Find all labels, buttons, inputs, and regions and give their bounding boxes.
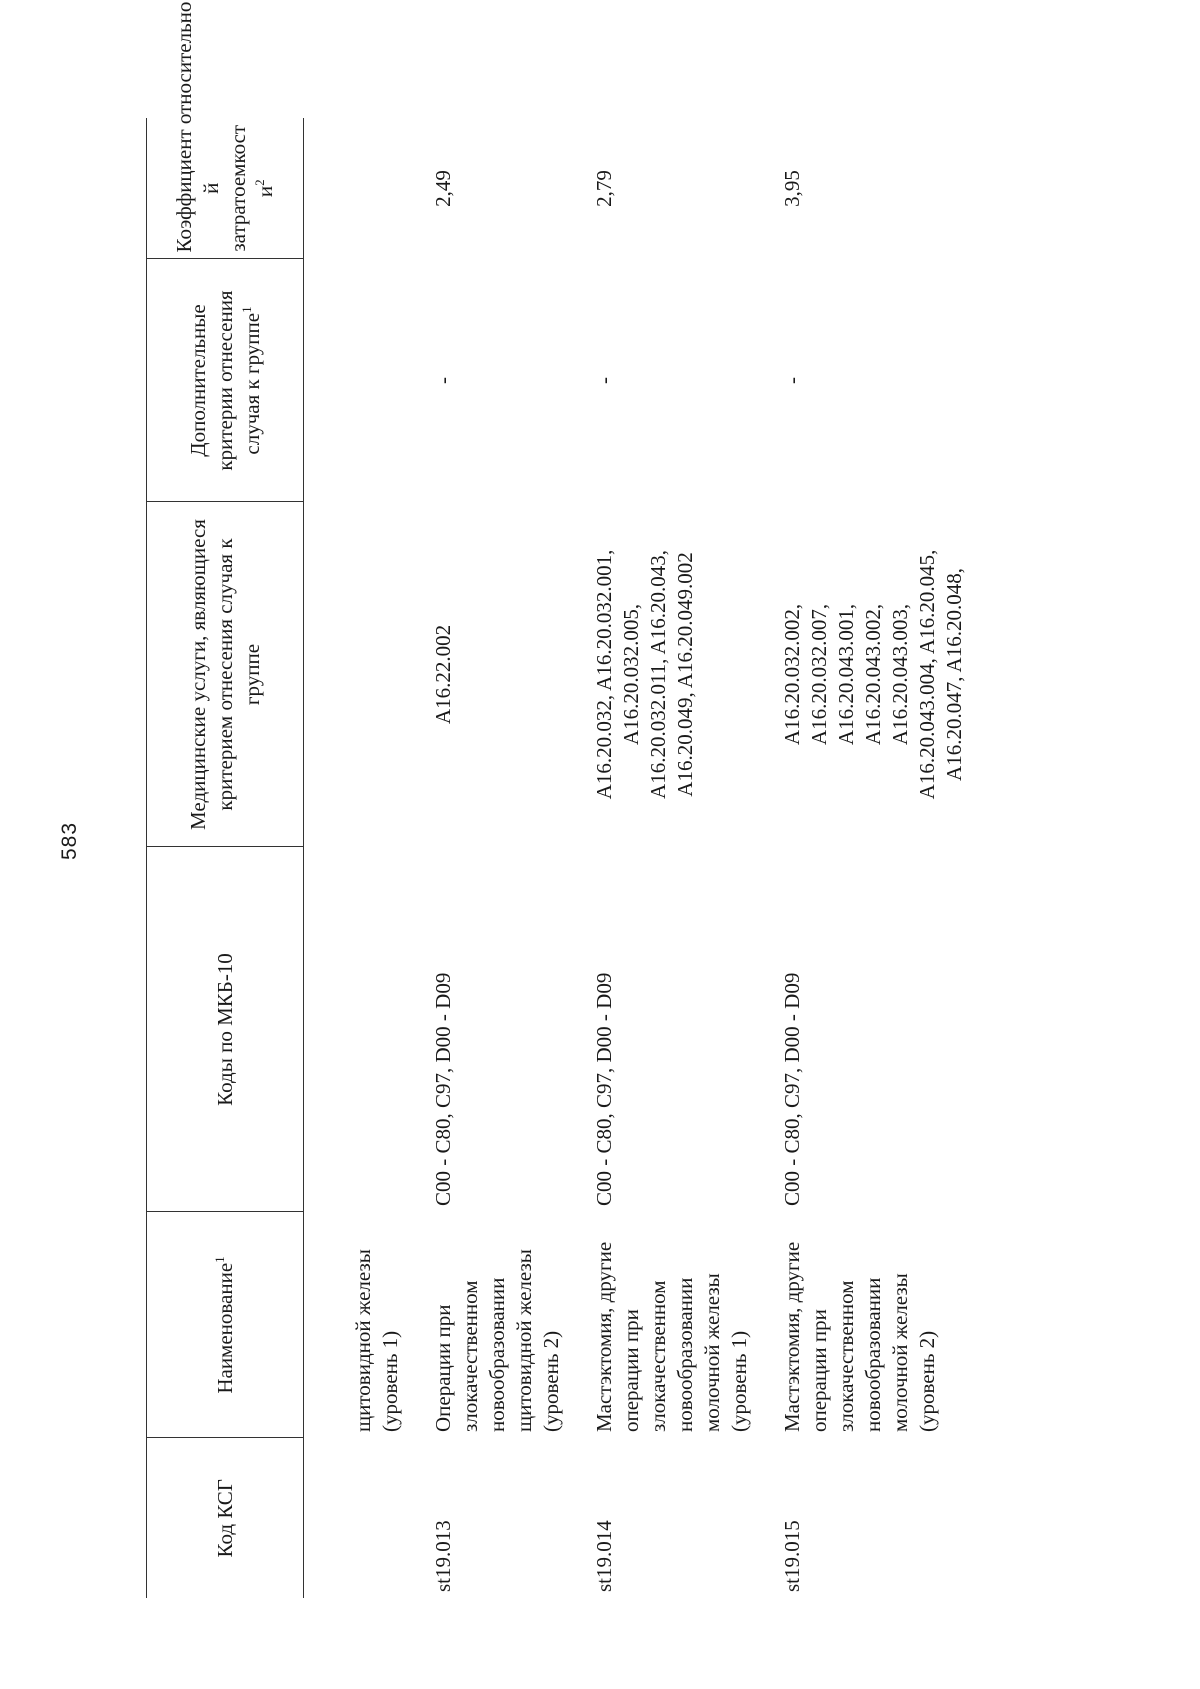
cell-coefficient: 3,95 [780,170,804,207]
cell-code: st19.015 [780,1520,804,1592]
cell-mkb: C00 - C80, C97, D00 - D09 [780,972,804,1206]
cell-services: A16.20.032.002, A16.20.032.007, A16.20.043.001, A16.20.043.002, A16.20.043.003, A16.20.043.004, A16.20.045, A16.20.047, A16.20.048, [780,549,966,800]
cell-name: щитовидной железы (уровень 1) [351,1249,402,1432]
table-row [579,118,767,1598]
cell-name: Мастэктомия, другие операции при злокачественном новообразовании молочной железы (уровень 1) [592,1241,751,1432]
cell-services: A16.22.002 [431,624,455,725]
cell-code [304,1438,419,1598]
table-row [418,118,579,1598]
header-mkb: Коды по МКБ-10 [147,847,304,1212]
header-code: Код КСГ [147,1438,304,1598]
cell-criteria: - [780,377,804,384]
cell-criteria: - [431,377,455,384]
cell-name: Мастэктомия, другие операции при злокачественном новообразовании молочной железы (уровень 2) [780,1241,939,1432]
continuation-row [304,118,419,1598]
rotated-table-container [146,1,1086,1598]
cell-mkb: C00 - C80, C97, D00 - D09 [431,972,455,1206]
cell-criteria: - [592,377,616,384]
header-criteria: Дополнительные критерии отнесения случая к группе$^1$ [147,259,304,502]
table-row [767,118,982,1598]
cell-name: Операции при злокачественном новообразовании щитовидной железы (уровень 2) [431,1249,563,1432]
header-name: Наименование$^1$ [147,1212,304,1438]
ksg-table [146,1,982,1598]
cell-coefficient: 2,49 [431,170,455,207]
cell-code: st19.014 [592,1520,616,1592]
header-row [147,118,304,1598]
header-coefficient: Коэффициент относительно й затратоемкост $и^2$ [147,118,304,259]
cell-code: st19.013 [431,1520,455,1592]
page-number: 583 [58,821,81,860]
cell-coefficient: 2,79 [592,170,616,207]
header-services: Медицинские услуги, являющиеся критерием отнесения случая к группе [147,502,304,847]
cell-services: A16.20.032, A16.20.032.001, A16.20.032.005, A16.20.032.011, A16.20.043, A16.20.049, A16.20.049.002 [592,549,697,800]
cell-mkb: C00 - C80, C97, D00 - D09 [592,972,616,1206]
